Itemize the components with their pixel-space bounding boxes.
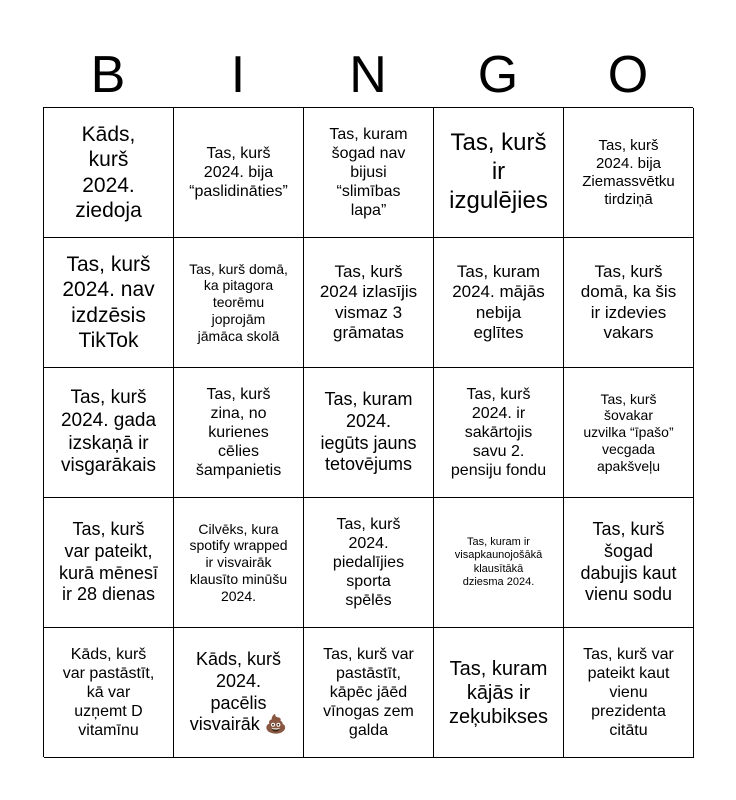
bingo-cell-text: Tas, kurš 2024. bija Ziemassvētku tirdziņā — [582, 136, 675, 208]
bingo-cell-text: Tas, kurš var pateikt kaut vienu prezidenta citātu — [583, 645, 674, 740]
bingo-cell-text: Tas, kurš 2024. gada izskaņā ir visgarākais — [60, 386, 157, 477]
bingo-grid — [43, 107, 693, 757]
bingo-cell[interactable] — [434, 238, 564, 368]
bingo-letter-n: N — [349, 46, 387, 104]
bingo-cell-text: Kāds, kurš 2024. ziedoja — [75, 123, 142, 222]
bingo-cell[interactable] — [434, 368, 564, 498]
bingo-cell[interactable] — [434, 498, 564, 628]
bingo-letter-o: O — [607, 46, 649, 104]
bingo-cell-text: Tas, kurš var pastāstīt, kāpēc jāēd vīnogas zem galda — [323, 645, 414, 740]
bingo-cell-text: Kāds, kurš var pastāstīt, kā var uzņemt D vitamīnu — [62, 645, 155, 740]
bingo-cell[interactable] — [564, 108, 694, 238]
bingo-cell-text: Tas, kurš 2024. nav izdzēsis TikTok — [62, 253, 155, 352]
bingo-cell[interactable] — [44, 108, 174, 238]
bingo-cell-text: Tas, kurš var pateikt, kurā mēnesī ir 28 dienas — [58, 519, 159, 605]
bingo-cell-text: Tas, kurš domā, ka pitagora teorēmu joprojām jāmāca skolā — [189, 260, 288, 344]
bingo-cell[interactable] — [304, 238, 434, 368]
bingo-cell[interactable] — [304, 108, 434, 238]
bingo-cell[interactable] — [564, 238, 694, 368]
bingo-cell-text: Kāds, kurš 2024. pacēlis visvairāk 💩 — [189, 649, 288, 735]
bingo-cell[interactable] — [564, 498, 694, 628]
bingo-cell[interactable] — [44, 238, 174, 368]
bingo-letter-i: I — [230, 46, 246, 104]
bingo-letter-b: B — [90, 46, 126, 104]
bingo-cell-text: Tas, kurš zina, no kurienes cēlies šampanietis — [195, 385, 282, 480]
bingo-cell-text: Tas, kurš domā, ka šis ir izdevies vakars — [580, 261, 677, 342]
bingo-cell-text: Tas, kuram 2024. iegūts jauns tetovējums — [320, 389, 417, 475]
bingo-cell[interactable] — [174, 628, 304, 758]
bingo-header — [43, 42, 693, 108]
bingo-cell[interactable] — [44, 498, 174, 628]
bingo-cell-text: Tas, kuram 2024. mājās nebija eglītes — [452, 261, 545, 342]
bingo-cell-text: Tas, kuram šogad nav bijusi “slimības lapa” — [329, 125, 408, 220]
bingo-cell[interactable] — [174, 108, 304, 238]
bingo-cell-text: Tas, kurš ir izgulējies — [449, 129, 548, 214]
bingo-cell[interactable] — [304, 628, 434, 758]
bingo-cell-text: Tas, kurš 2024 izlasījis vismaz 3 grāmatas — [319, 261, 418, 342]
bingo-cell-text: Tas, kuram kājās ir zeķubikses — [449, 657, 548, 728]
bingo-cell[interactable] — [174, 368, 304, 498]
bingo-cell[interactable] — [44, 628, 174, 758]
bingo-cell-text: Tas, kurš šogad dabujis kaut vienu sodu — [580, 519, 677, 605]
bingo-cell[interactable] — [304, 498, 434, 628]
bingo-cell-text: Tas, kurš 2024. bija “paslidināties” — [189, 144, 288, 201]
bingo-cell-text: Tas, kurš 2024. piedalījies sporta spēlēs — [332, 515, 405, 610]
bingo-cell-text: Tas, kurš šovakar uzvilka “īpašo” vecgada apakšveļu — [583, 390, 674, 474]
bingo-cell-text: Tas, kuram ir visapkaunojošākā klausītākā dziesma 2024. — [454, 536, 543, 588]
bingo-cell-text: Tas, kurš 2024. ir sakārtojis savu 2. pensiju fondu — [450, 385, 547, 480]
bingo-cell[interactable] — [434, 108, 564, 238]
bingo-cell[interactable] — [174, 238, 304, 368]
bingo-letter-g: G — [477, 46, 519, 104]
bingo-cell[interactable] — [44, 368, 174, 498]
bingo-cell[interactable] — [564, 628, 694, 758]
bingo-cell[interactable] — [174, 498, 304, 628]
bingo-cell[interactable] — [564, 368, 694, 498]
bingo-cell-text: Cilvēks, kura spotify wrapped ir visvairāk klausīto minūšu 2024. — [189, 520, 288, 604]
bingo-cell[interactable] — [434, 628, 564, 758]
bingo-cell[interactable] — [304, 368, 434, 498]
